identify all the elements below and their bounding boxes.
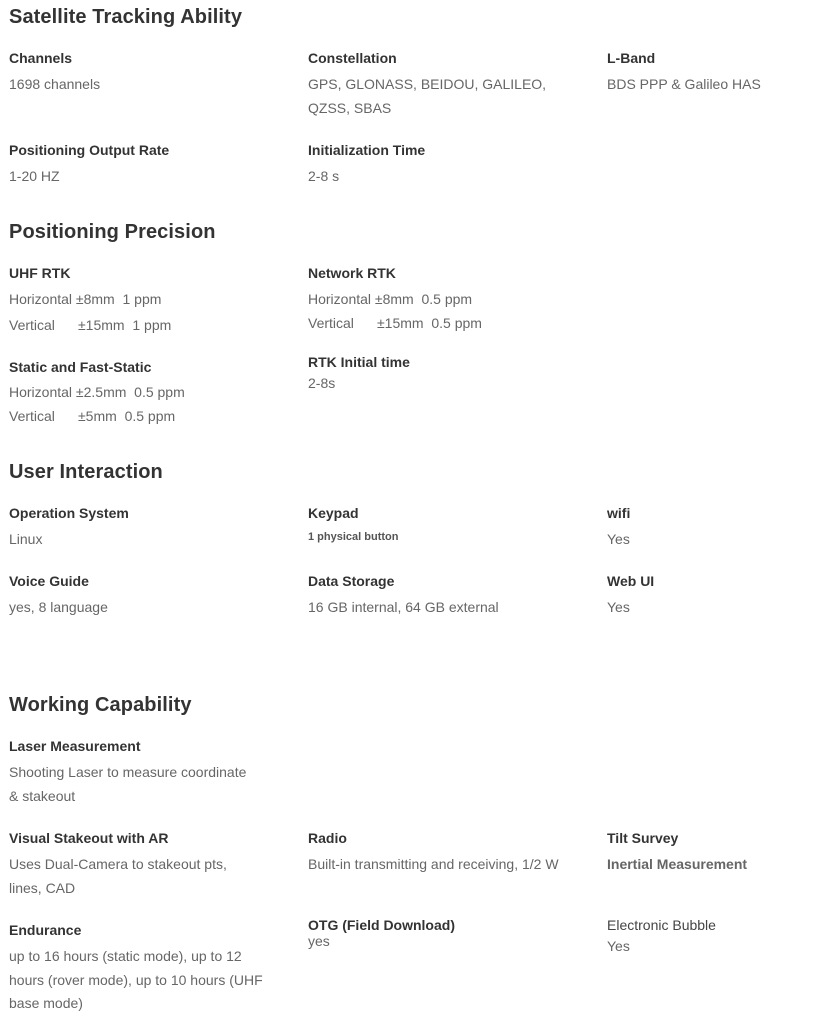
spec-value-network-horizontal bbox=[308, 287, 472, 311]
spec-value-visual-stakeout-line1: Uses Dual-Camera to stakeout pts, bbox=[9, 856, 227, 872]
spec-label-init-time: Initialization Time bbox=[308, 142, 426, 158]
section-title-precision: Positioning Precision bbox=[9, 221, 216, 243]
spec-label-channels: Channels bbox=[9, 50, 73, 66]
static-vertical-name: Vertical bbox=[9, 408, 55, 424]
spec-label-electronic-bubble: Electronic Bubble bbox=[607, 917, 716, 933]
spec-value-network-vertical bbox=[308, 311, 482, 335]
spec-value-static-vertical bbox=[9, 404, 175, 428]
uhf-vertical-value: ±15mm 1 ppm bbox=[78, 317, 172, 333]
spec-value-endurance-line3: base mode) bbox=[9, 995, 83, 1011]
spec-value-wifi: Yes bbox=[607, 531, 630, 547]
spec-label-static: Static and Fast-Static bbox=[9, 359, 152, 375]
uhf-horizontal-name: Horizontal bbox=[9, 291, 73, 307]
spec-value-lband: BDS PPP & Galileo HAS bbox=[607, 76, 761, 92]
spec-value-web-ui: Yes bbox=[607, 599, 630, 615]
spec-label-otg: OTG (Field Download) bbox=[308, 917, 455, 933]
network-horizontal-value: ±8mm 0.5 ppm bbox=[374, 291, 473, 307]
spec-value-uhf-horizontal bbox=[9, 287, 161, 311]
network-horizontal-name: Horizontal bbox=[308, 291, 372, 307]
spec-label-laser: Laser Measurement bbox=[9, 738, 141, 754]
spec-label-wifi: wifi bbox=[607, 505, 631, 521]
spec-value-tilt-survey: Inertial Measurement bbox=[607, 856, 748, 872]
spec-label-visual-stakeout: Visual Stakeout with AR bbox=[9, 830, 169, 846]
network-vertical-value: ±15mm 0.5 ppm bbox=[377, 315, 482, 331]
spec-value-endurance-line2: hours (rover mode), up to 10 hours (UHF bbox=[9, 972, 263, 988]
spec-label-tilt-survey: Tilt Survey bbox=[607, 830, 679, 846]
section-title-working: Working Capability bbox=[9, 694, 192, 716]
spec-label-os: Operation System bbox=[9, 505, 129, 521]
spec-value-electronic-bubble: Yes bbox=[607, 938, 630, 954]
spec-value-init-time: 2-8 s bbox=[308, 168, 340, 184]
spec-label-web-ui: Web UI bbox=[607, 573, 655, 589]
section-title-interaction: User Interaction bbox=[9, 461, 163, 483]
spec-label-lband: L-Band bbox=[607, 50, 656, 66]
spec-value-keypad: 1 physical button bbox=[308, 531, 399, 543]
spec-label-endurance: Endurance bbox=[9, 922, 82, 938]
spec-value-output-rate: 1-20 HZ bbox=[9, 168, 60, 184]
spec-label-rtk-initial-time: RTK Initial time bbox=[308, 354, 410, 370]
spec-value-endurance-line1: up to 16 hours (static mode), up to 12 bbox=[9, 948, 242, 964]
static-horizontal-value: ±2.5mm 0.5 ppm bbox=[75, 384, 185, 400]
uhf-vertical-name: Vertical bbox=[9, 317, 55, 333]
spec-value-constellation-line1: GPS, GLONASS, BEIDOU, GALILEO, bbox=[308, 76, 547, 92]
spec-value-channels: 1698 channels bbox=[9, 76, 101, 92]
spec-value-rtk-initial-time: 2-8s bbox=[308, 375, 336, 391]
spec-value-laser-line1: Shooting Laser to measure coordinate bbox=[9, 764, 247, 780]
spec-value-data-storage: 16 GB internal, 64 GB external bbox=[308, 599, 499, 615]
spec-label-keypad: Keypad bbox=[308, 505, 359, 521]
static-vertical-value: ±5mm 0.5 ppm bbox=[78, 408, 176, 424]
spec-value-voice-guide: yes, 8 language bbox=[9, 599, 108, 615]
spec-value-visual-stakeout-line2: lines, CAD bbox=[9, 880, 76, 896]
spec-value-laser-line2: & stakeout bbox=[9, 788, 76, 804]
spec-value-constellation-line2: QZSS, SBAS bbox=[308, 100, 392, 116]
spec-label-network-rtk: Network RTK bbox=[308, 265, 396, 281]
section-title-satellite: Satellite Tracking Ability bbox=[9, 6, 243, 28]
spec-value-radio: Built-in transmitting and receiving, 1/2 W bbox=[308, 856, 559, 872]
uhf-horizontal-value: ±8mm 1 ppm bbox=[75, 291, 162, 307]
spec-value-static-horizontal bbox=[9, 380, 185, 404]
network-vertical-name: Vertical bbox=[308, 315, 354, 331]
static-horizontal-name: Horizontal bbox=[9, 384, 73, 400]
spec-label-data-storage: Data Storage bbox=[308, 573, 395, 589]
spec-value-uhf-vertical bbox=[9, 313, 171, 337]
spec-value-otg: yes bbox=[308, 933, 330, 949]
spec-label-output-rate: Positioning Output Rate bbox=[9, 142, 170, 158]
spec-label-radio: Radio bbox=[308, 830, 347, 846]
spec-label-voice-guide: Voice Guide bbox=[9, 573, 89, 589]
spec-label-constellation: Constellation bbox=[308, 50, 397, 66]
spec-label-uhf-rtk: UHF RTK bbox=[9, 265, 71, 281]
spec-value-os: Linux bbox=[9, 531, 43, 547]
